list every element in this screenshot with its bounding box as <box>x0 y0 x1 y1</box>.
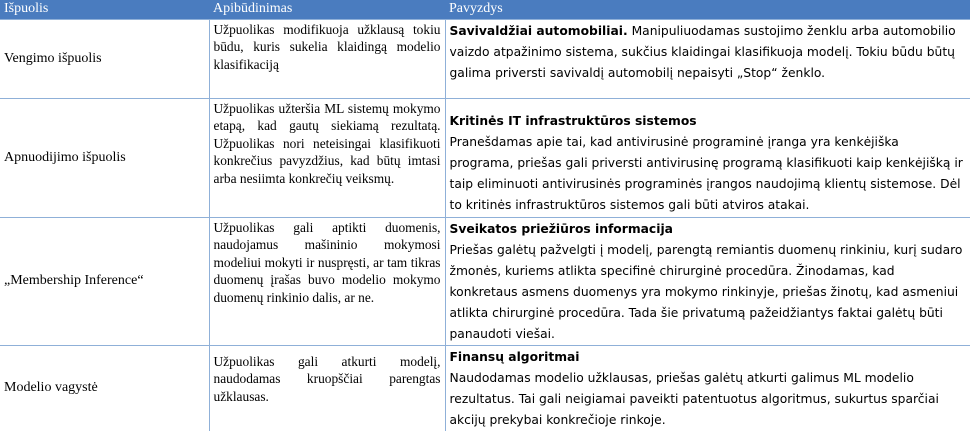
header-description: Apibūdinimas <box>213 1 293 16</box>
attack-example <box>445 19 970 98</box>
attack-name: Vengimo išpuolis <box>0 19 209 98</box>
table-row <box>0 19 970 98</box>
table-row <box>0 217 970 345</box>
example-text: Pranešdamas apie tai, kad antivirusinė programinė įranga yra kenkėjiška programa, priešas gali priversti antivirusinę programą klasifikuoti kaip kenkėjišką ir taip eliminuoti antivirusinės programinės įrangos naudojimą klientų sistemose. Dėl to kritinės infrastruktūros sistemos gali būti atviros atakai. <box>449 134 963 212</box>
attack-example <box>445 98 970 217</box>
table-row <box>0 345 970 431</box>
table-row <box>0 98 970 217</box>
header-example: Pavyzdys <box>449 1 503 16</box>
example-text: Naudodamas modelio užklausas, priešas galėtų atkurti galimus ML modelio rezultatus. Tai gali neigiamai paveikti patentuotus algoritmus, sukurtus sparčiai akcijų prekybai konkrečioje rinkoje. <box>449 370 939 427</box>
attack-description: Užpuolikas gali atkurti modelį, naudodamas kruopščiai parengtas užklausas. <box>209 345 445 431</box>
example-title: Sveikatos priežiūros informacija <box>449 221 673 236</box>
attack-name: Apnuodijimo išpuolis <box>0 98 209 217</box>
attack-example <box>445 345 970 431</box>
example-title: Kritinės IT infrastruktūros sistemos <box>449 113 697 128</box>
header-attack: Išpuolis <box>4 1 49 16</box>
example-text: Manipuliuodamas sustojimo ženklu arba automobilio vaizdo atpažinimo sistema, sukčius klaidingai klasifikuoja modelį. Tokiu būdu būtų galima priversti savivaldį automobilį nepaisyti „Stop“ ženklo. <box>449 23 956 80</box>
attack-description: Užpuolikas užteršia ML sistemų mokymo etapą, kad gautų siekiamą rezultatą. Užpuolikas nori neteisingai klasifikuoti konkrečius pavyzdžius, kad būtų imtasi arba nesiimta konkrečių veiksmų. <box>209 98 445 217</box>
example-text: Priešas galėtų pažvelgti į modelį, parengtą remiantis duomenų rinkiniu, kurį sudaro žmonės, kuriems atlikta specifinė chirurginė procedūra. Žinodamas, kad konkretaus asmens duomenys yra mokymo rinkinyje, priešas žinotų, kad asmeniui atlikta chirurginė procedūra. Tada šie privatumą pažeidžiantys faktai galėtų būti panaudoti viešai. <box>449 242 963 341</box>
header-row <box>0 0 970 19</box>
attack-name: „Membership Inference“ <box>0 217 209 345</box>
attack-description: Užpuolikas modifikuoja užklausą tokiu būdu, kuris sukelia klaidingą modelio klasifikaciją <box>209 19 445 98</box>
example-title: Finansų algoritmai <box>449 349 580 364</box>
attack-description: Užpuolikas gali aptikti duomenis, naudojamus mašininio mokymosi modeliui mokyti ir nuspręsti, ar tam tikras duomenų įrašas buvo modelio mokymo duomenų rinkinio dalis, ar ne. <box>209 217 445 345</box>
attack-example <box>445 217 970 345</box>
example-title: Savivaldžiai automobiliai. <box>449 23 628 38</box>
attack-name: Modelio vagystė <box>0 345 209 431</box>
